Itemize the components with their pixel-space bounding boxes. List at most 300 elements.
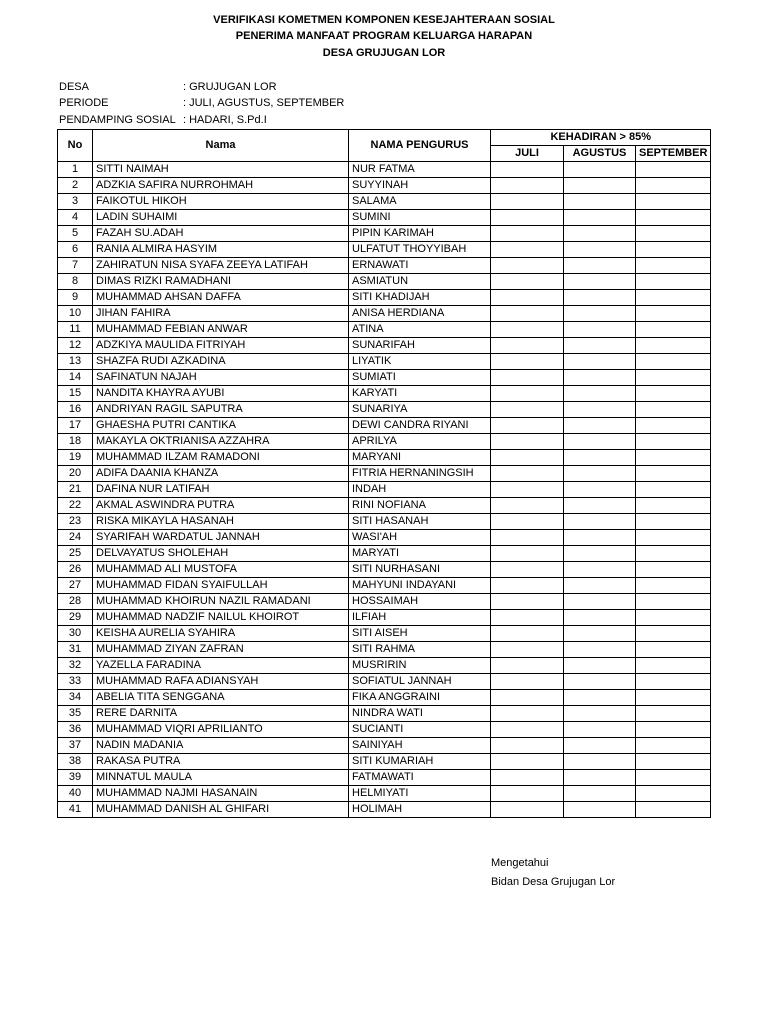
row-check-cell-juli: [491, 322, 564, 338]
row-check-cell-agustus: [564, 674, 636, 690]
row-pengurus-cell: ANISA HERDIANA: [349, 306, 491, 322]
table-row: [58, 210, 711, 226]
row-pengurus-cell: MARYATI: [349, 546, 491, 562]
row-check-cell-september: [636, 418, 711, 434]
row-pengurus-cell: ERNAWATI: [349, 258, 491, 274]
row-check-cell-september: [636, 178, 711, 194]
row-check-cell-agustus: [564, 242, 636, 258]
row-check-cell-september: [636, 706, 711, 722]
row-check-cell-september: [636, 530, 711, 546]
row-check-cell-agustus: [564, 354, 636, 370]
row-check-cell-september: [636, 786, 711, 802]
row-nama-cell: DAFINA NUR LATIFAH: [93, 482, 349, 498]
row-no-cell: 25: [58, 546, 93, 562]
table-row: [58, 802, 711, 818]
row-no-cell: 28: [58, 594, 93, 610]
row-check-cell-juli: [491, 178, 564, 194]
table-row: [58, 738, 711, 754]
row-check-cell-september: [636, 658, 711, 674]
table-row: [58, 466, 711, 482]
table-row: [58, 770, 711, 786]
meta-label: DESA: [59, 81, 89, 93]
row-check-cell-agustus: [564, 594, 636, 610]
row-check-cell-agustus: [564, 578, 636, 594]
table-row: [58, 674, 711, 690]
row-no-cell: 32: [58, 658, 93, 674]
row-check-cell-september: [636, 450, 711, 466]
row-nama-cell: MAKAYLA OKTRIANISA AZZAHRA: [93, 434, 349, 450]
row-no-cell: 36: [58, 722, 93, 738]
row-pengurus-cell: MUSRIRIN: [349, 658, 491, 674]
row-pengurus-cell: SUCIANTI: [349, 722, 491, 738]
row-no-cell: 2: [58, 178, 93, 194]
table-row: [58, 578, 711, 594]
table-row: [58, 274, 711, 290]
row-check-cell-juli: [491, 722, 564, 738]
row-nama-cell: ANDRIYAN RAGIL SAPUTRA: [93, 402, 349, 418]
row-nama-cell: YAZELLA FARADINA: [93, 658, 349, 674]
row-pengurus-cell: SITI AISEH: [349, 626, 491, 642]
table-row: [58, 562, 711, 578]
row-check-cell-agustus: [564, 418, 636, 434]
row-check-cell-juli: [491, 498, 564, 514]
row-check-cell-september: [636, 610, 711, 626]
row-check-cell-september: [636, 338, 711, 354]
row-no-cell: 38: [58, 754, 93, 770]
row-no-cell: 37: [58, 738, 93, 754]
row-nama-cell: MUHAMMAD RAFA ADIANSYAH: [93, 674, 349, 690]
row-check-cell-september: [636, 546, 711, 562]
row-check-cell-agustus: [564, 642, 636, 658]
row-no-cell: 17: [58, 418, 93, 434]
row-pengurus-cell: SOFIATUL JANNAH: [349, 674, 491, 690]
table-row: [58, 338, 711, 354]
row-no-cell: 35: [58, 706, 93, 722]
header-month-agustus: AGUSTUS: [564, 146, 636, 162]
row-check-cell-september: [636, 194, 711, 210]
row-check-cell-september: [636, 322, 711, 338]
row-check-cell-september: [636, 514, 711, 530]
row-check-cell-juli: [491, 642, 564, 658]
table-row: [58, 162, 711, 178]
row-no-cell: 20: [58, 466, 93, 482]
table-row: [58, 498, 711, 514]
row-check-cell-september: [636, 562, 711, 578]
row-no-cell: 22: [58, 498, 93, 514]
row-pengurus-cell: SUMIATI: [349, 370, 491, 386]
row-nama-cell: MUHAMMAD DANISH AL GHIFARI: [93, 802, 349, 818]
row-nama-cell: JIHAN FAHIRA: [93, 306, 349, 322]
header-nama: Nama: [93, 130, 349, 162]
row-check-cell-juli: [491, 274, 564, 290]
row-check-cell-juli: [491, 594, 564, 610]
row-check-cell-agustus: [564, 498, 636, 514]
row-check-cell-agustus: [564, 626, 636, 642]
row-check-cell-september: [636, 402, 711, 418]
row-check-cell-agustus: [564, 434, 636, 450]
row-pengurus-cell: NINDRA WATI: [349, 706, 491, 722]
row-pengurus-cell: HOSSAIMAH: [349, 594, 491, 610]
row-check-cell-juli: [491, 514, 564, 530]
row-check-cell-agustus: [564, 754, 636, 770]
row-check-cell-september: [636, 594, 711, 610]
row-check-cell-agustus: [564, 290, 636, 306]
row-nama-cell: DELVAYATUS SHOLEHAH: [93, 546, 349, 562]
row-nama-cell: MUHAMMAD ZIYAN ZAFRAN: [93, 642, 349, 658]
row-no-cell: 40: [58, 786, 93, 802]
row-no-cell: 5: [58, 226, 93, 242]
row-check-cell-september: [636, 434, 711, 450]
row-nama-cell: ADZKIYA MAULIDA FITRIYAH: [93, 338, 349, 354]
row-check-cell-juli: [491, 658, 564, 674]
table-row: [58, 402, 711, 418]
row-nama-cell: MUHAMMAD AHSAN DAFFA: [93, 290, 349, 306]
table-row: [58, 594, 711, 610]
row-check-cell-juli: [491, 706, 564, 722]
row-check-cell-juli: [491, 354, 564, 370]
row-check-cell-agustus: [564, 530, 636, 546]
row-nama-cell: AKMAL ASWINDRA PUTRA: [93, 498, 349, 514]
row-pengurus-cell: KARYATI: [349, 386, 491, 402]
row-no-cell: 8: [58, 274, 93, 290]
row-pengurus-cell: PIPIN KARIMAH: [349, 226, 491, 242]
row-check-cell-juli: [491, 306, 564, 322]
table-row: [58, 706, 711, 722]
row-nama-cell: MUHAMMAD FEBIAN ANWAR: [93, 322, 349, 338]
table-row: [58, 722, 711, 738]
table-row: [58, 306, 711, 322]
row-no-cell: 33: [58, 674, 93, 690]
header-month-september: SEPTEMBER: [636, 146, 711, 162]
row-check-cell-agustus: [564, 802, 636, 818]
row-pengurus-cell: NUR FATMA: [349, 162, 491, 178]
row-nama-cell: ADIFA DAANIA KHANZA: [93, 466, 349, 482]
row-no-cell: 26: [58, 562, 93, 578]
row-check-cell-juli: [491, 290, 564, 306]
row-pengurus-cell: SUNARIFAH: [349, 338, 491, 354]
row-no-cell: 34: [58, 690, 93, 706]
table-row: [58, 386, 711, 402]
table-row: [58, 418, 711, 434]
row-check-cell-agustus: [564, 610, 636, 626]
row-pengurus-cell: FATMAWATI: [349, 770, 491, 786]
row-check-cell-agustus: [564, 162, 636, 178]
meta-value: : HADARI, S.Pd.I: [183, 114, 267, 126]
row-check-cell-agustus: [564, 466, 636, 482]
row-no-cell: 6: [58, 242, 93, 258]
row-check-cell-agustus: [564, 322, 636, 338]
row-check-cell-juli: [491, 530, 564, 546]
row-nama-cell: MINNATUL MAULA: [93, 770, 349, 786]
row-check-cell-juli: [491, 338, 564, 354]
row-check-cell-agustus: [564, 306, 636, 322]
row-check-cell-agustus: [564, 770, 636, 786]
row-check-cell-september: [636, 386, 711, 402]
row-check-cell-agustus: [564, 258, 636, 274]
row-no-cell: 19: [58, 450, 93, 466]
row-check-cell-september: [636, 482, 711, 498]
row-no-cell: 10: [58, 306, 93, 322]
row-check-cell-juli: [491, 626, 564, 642]
row-no-cell: 18: [58, 434, 93, 450]
row-nama-cell: RANIA ALMIRA HASYIM: [93, 242, 349, 258]
row-check-cell-agustus: [564, 658, 636, 674]
row-nama-cell: SITTI NAIMAH: [93, 162, 349, 178]
table-row: [58, 322, 711, 338]
row-check-cell-agustus: [564, 386, 636, 402]
row-check-cell-agustus: [564, 226, 636, 242]
row-check-cell-september: [636, 242, 711, 258]
row-check-cell-september: [636, 370, 711, 386]
table-row: [58, 354, 711, 370]
row-check-cell-juli: [491, 802, 564, 818]
row-check-cell-agustus: [564, 738, 636, 754]
row-nama-cell: SAFINATUN NAJAH: [93, 370, 349, 386]
header-kehadiran: KEHADIRAN > 85%: [491, 130, 711, 146]
row-check-cell-juli: [491, 562, 564, 578]
row-check-cell-september: [636, 274, 711, 290]
row-nama-cell: RERE DARNITA: [93, 706, 349, 722]
table-row: [58, 610, 711, 626]
row-check-cell-agustus: [564, 562, 636, 578]
row-pengurus-cell: HOLIMAH: [349, 802, 491, 818]
row-check-cell-september: [636, 290, 711, 306]
row-pengurus-cell: SUMINI: [349, 210, 491, 226]
row-nama-cell: NANDITA KHAYRA AYUBI: [93, 386, 349, 402]
document-title-line-2: PENERIMA MANFAAT PROGRAM KELUARGA HARAPAN: [235, 30, 533, 42]
row-check-cell-juli: [491, 258, 564, 274]
document-title-line-1: VERIFIKASI KOMETMEN KOMPONEN KESEJAHTERAAN SOSIAL: [213, 14, 555, 26]
row-no-cell: 13: [58, 354, 93, 370]
row-pengurus-cell: FIKA ANGGRAINI: [349, 690, 491, 706]
row-no-cell: 1: [58, 162, 93, 178]
row-check-cell-agustus: [564, 194, 636, 210]
row-nama-cell: MUHAMMAD NAJMI HASANAIN: [93, 786, 349, 802]
row-check-cell-agustus: [564, 178, 636, 194]
row-check-cell-juli: [491, 434, 564, 450]
row-nama-cell: GHAESHA PUTRI CANTIKA: [93, 418, 349, 434]
table-row: [58, 434, 711, 450]
row-check-cell-agustus: [564, 722, 636, 738]
row-check-cell-september: [636, 754, 711, 770]
row-pengurus-cell: SITI KUMARIAH: [349, 754, 491, 770]
footer-signatory: Bidan Desa Grujugan Lor: [491, 876, 616, 888]
row-no-cell: 14: [58, 370, 93, 386]
row-check-cell-september: [636, 578, 711, 594]
row-check-cell-juli: [491, 546, 564, 562]
row-check-cell-juli: [491, 610, 564, 626]
row-pengurus-cell: INDAH: [349, 482, 491, 498]
row-no-cell: 24: [58, 530, 93, 546]
row-check-cell-agustus: [564, 210, 636, 226]
row-nama-cell: SYARIFAH WARDATUL JANNAH: [93, 530, 349, 546]
row-check-cell-september: [636, 642, 711, 658]
row-no-cell: 23: [58, 514, 93, 530]
row-nama-cell: MUHAMMAD ALI MUSTOFA: [93, 562, 349, 578]
row-check-cell-juli: [491, 770, 564, 786]
row-check-cell-juli: [491, 370, 564, 386]
row-nama-cell: MUHAMMAD FIDAN SYAIFULLAH: [93, 578, 349, 594]
table-row: [58, 226, 711, 242]
table-row: [58, 754, 711, 770]
row-check-cell-agustus: [564, 690, 636, 706]
row-pengurus-cell: MARYANI: [349, 450, 491, 466]
table-row: [58, 242, 711, 258]
row-nama-cell: MUHAMMAD ILZAM RAMADONI: [93, 450, 349, 466]
row-nama-cell: MUHAMMAD KHOIRUN NAZIL RAMADANI: [93, 594, 349, 610]
row-pengurus-cell: HELMIYATI: [349, 786, 491, 802]
table-row: [58, 258, 711, 274]
meta-label: PERIODE: [59, 97, 109, 109]
row-check-cell-juli: [491, 786, 564, 802]
row-nama-cell: LADIN SUHAIMI: [93, 210, 349, 226]
row-no-cell: 31: [58, 642, 93, 658]
row-check-cell-juli: [491, 482, 564, 498]
row-check-cell-september: [636, 802, 711, 818]
row-check-cell-juli: [491, 738, 564, 754]
row-pengurus-cell: SITI RAHMA: [349, 642, 491, 658]
row-pengurus-cell: ILFIAH: [349, 610, 491, 626]
table-row: [58, 546, 711, 562]
row-check-cell-juli: [491, 226, 564, 242]
row-check-cell-juli: [491, 194, 564, 210]
row-check-cell-agustus: [564, 402, 636, 418]
row-no-cell: 15: [58, 386, 93, 402]
row-check-cell-agustus: [564, 274, 636, 290]
row-check-cell-agustus: [564, 514, 636, 530]
row-nama-cell: KEISHA AURELIA SYAHIRA: [93, 626, 349, 642]
row-check-cell-agustus: [564, 370, 636, 386]
row-check-cell-september: [636, 354, 711, 370]
table-row: [58, 482, 711, 498]
row-pengurus-cell: APRILYA: [349, 434, 491, 450]
row-check-cell-september: [636, 626, 711, 642]
row-no-cell: 3: [58, 194, 93, 210]
row-check-cell-juli: [491, 242, 564, 258]
row-check-cell-juli: [491, 690, 564, 706]
table-body: [58, 162, 711, 818]
row-nama-cell: MUHAMMAD VIQRI APRILIANTO: [93, 722, 349, 738]
row-check-cell-juli: [491, 418, 564, 434]
row-check-cell-september: [636, 738, 711, 754]
row-check-cell-september: [636, 770, 711, 786]
row-check-cell-september: [636, 674, 711, 690]
meta-label: PENDAMPING SOSIAL: [59, 114, 176, 126]
table-row: [58, 370, 711, 386]
row-no-cell: 9: [58, 290, 93, 306]
row-check-cell-juli: [491, 754, 564, 770]
table-row: [58, 530, 711, 546]
table-row: [58, 658, 711, 674]
row-pengurus-cell: ULFATUT THOYYIBAH: [349, 242, 491, 258]
table-row: [58, 514, 711, 530]
row-check-cell-juli: [491, 450, 564, 466]
row-nama-cell: MUHAMMAD NADZIF NAILUL KHOIROT: [93, 610, 349, 626]
row-check-cell-agustus: [564, 482, 636, 498]
table-row: [58, 290, 711, 306]
row-pengurus-cell: ATINA: [349, 322, 491, 338]
row-no-cell: 12: [58, 338, 93, 354]
table-row: [58, 690, 711, 706]
table-row: [58, 642, 711, 658]
row-nama-cell: NADIN MADANIA: [93, 738, 349, 754]
row-nama-cell: DIMAS RIZKI RAMADHANI: [93, 274, 349, 290]
row-pengurus-cell: WASI'AH: [349, 530, 491, 546]
row-check-cell-juli: [491, 402, 564, 418]
row-check-cell-september: [636, 210, 711, 226]
row-pengurus-cell: MAHYUNI INDAYANI: [349, 578, 491, 594]
row-check-cell-juli: [491, 210, 564, 226]
row-nama-cell: RISKA MIKAYLA HASANAH: [93, 514, 349, 530]
row-nama-cell: SHAZFA RUDI AZKADINA: [93, 354, 349, 370]
row-check-cell-juli: [491, 162, 564, 178]
row-no-cell: 21: [58, 482, 93, 498]
footer-mengetahui: Mengetahui: [491, 857, 549, 869]
row-check-cell-september: [636, 306, 711, 322]
row-no-cell: 11: [58, 322, 93, 338]
header-nama-pengurus: NAMA PENGURUS: [349, 130, 491, 162]
row-pengurus-cell: RINI NOFIANA: [349, 498, 491, 514]
row-check-cell-september: [636, 690, 711, 706]
table-row: [58, 194, 711, 210]
row-check-cell-agustus: [564, 706, 636, 722]
row-nama-cell: ADZKIA SAFIRA NURROHMAH: [93, 178, 349, 194]
row-pengurus-cell: SUNARIYA: [349, 402, 491, 418]
meta-value: : JULI, AGUSTUS, SEPTEMBER: [183, 97, 345, 109]
header-no: No: [58, 130, 93, 162]
row-no-cell: 39: [58, 770, 93, 786]
row-check-cell-juli: [491, 466, 564, 482]
document-title-line-3: DESA GRUJUGAN LOR: [322, 47, 446, 59]
row-no-cell: 7: [58, 258, 93, 274]
attendance-table: [57, 129, 711, 818]
row-nama-cell: ZAHIRATUN NISA SYAFA ZEEYA LATIFAH: [93, 258, 349, 274]
row-check-cell-september: [636, 226, 711, 242]
row-check-cell-agustus: [564, 786, 636, 802]
row-check-cell-september: [636, 722, 711, 738]
row-pengurus-cell: DEWI CANDRA RIYANI: [349, 418, 491, 434]
row-no-cell: 30: [58, 626, 93, 642]
row-nama-cell: FAIKOTUL HIKOH: [93, 194, 349, 210]
meta-value: : GRUJUGAN LOR: [183, 81, 277, 93]
row-check-cell-september: [636, 466, 711, 482]
table-row: [58, 178, 711, 194]
row-check-cell-juli: [491, 386, 564, 402]
row-pengurus-cell: SITI KHADIJAH: [349, 290, 491, 306]
row-pengurus-cell: SITI HASANAH: [349, 514, 491, 530]
row-check-cell-juli: [491, 578, 564, 594]
row-nama-cell: RAKASA PUTRA: [93, 754, 349, 770]
row-check-cell-september: [636, 498, 711, 514]
row-pengurus-cell: SUYYINAH: [349, 178, 491, 194]
row-no-cell: 27: [58, 578, 93, 594]
row-pengurus-cell: SAINIYAH: [349, 738, 491, 754]
row-pengurus-cell: SITI NURHASANI: [349, 562, 491, 578]
header-month-juli: JULI: [491, 146, 564, 162]
row-no-cell: 16: [58, 402, 93, 418]
row-no-cell: 4: [58, 210, 93, 226]
row-check-cell-agustus: [564, 338, 636, 354]
row-check-cell-juli: [491, 674, 564, 690]
row-pengurus-cell: LIYATIK: [349, 354, 491, 370]
row-check-cell-september: [636, 258, 711, 274]
row-pengurus-cell: SALAMA: [349, 194, 491, 210]
table-row: [58, 626, 711, 642]
row-check-cell-september: [636, 162, 711, 178]
row-nama-cell: FAZAH SU.ADAH: [93, 226, 349, 242]
row-check-cell-agustus: [564, 450, 636, 466]
table-row: [58, 786, 711, 802]
